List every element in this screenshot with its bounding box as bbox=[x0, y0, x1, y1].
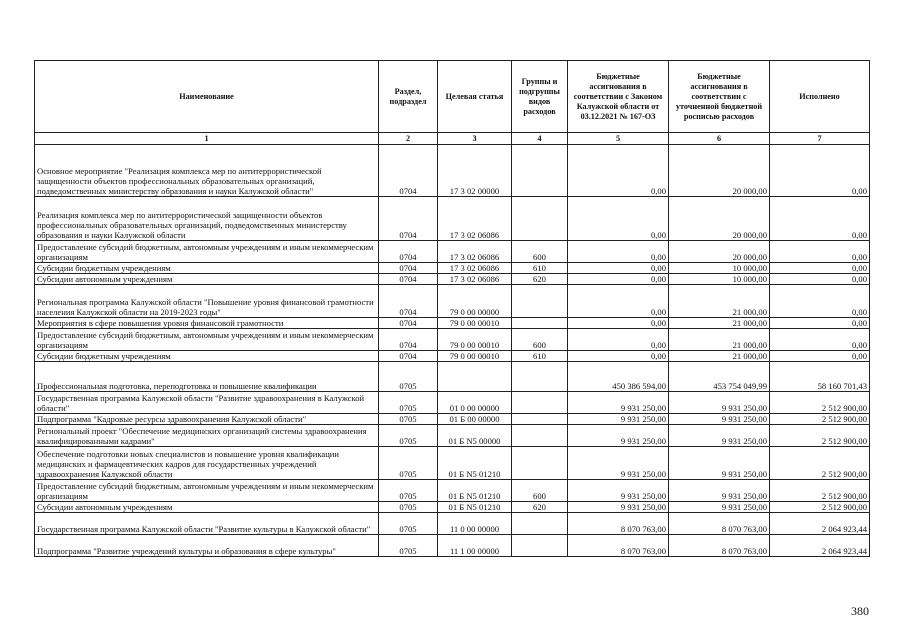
cell-law: 9 931 250,00 bbox=[568, 392, 669, 414]
cell-group bbox=[512, 425, 568, 447]
cell-section: 0705 bbox=[379, 414, 438, 425]
cell-name: Основное мероприятие "Реализация комплекса мер по антитеррористической защищенности объектов профессиональных образовательных организаций, подведомственных министерству образования и науки Калужской области" bbox=[35, 145, 379, 197]
cell-name: Субсидии автономным учреждениям bbox=[35, 502, 379, 513]
cell-target: 17 3 02 00000 bbox=[438, 145, 512, 197]
column-number: 3 bbox=[438, 133, 512, 145]
header-group: Группы и подгруппы видов расходов bbox=[512, 61, 568, 133]
document-page bbox=[34, 60, 869, 557]
cell-refined: 10 000,00 bbox=[669, 263, 770, 274]
cell-law: 0,00 bbox=[568, 263, 669, 274]
cell-section: 0704 bbox=[379, 241, 438, 263]
cell-refined: 9 931 250,00 bbox=[669, 392, 770, 414]
cell-group: 610 bbox=[512, 351, 568, 362]
column-number: 2 bbox=[379, 133, 438, 145]
column-number: 7 bbox=[770, 133, 870, 145]
cell-section: 0705 bbox=[379, 392, 438, 414]
cell-target: 79 0 00 00010 bbox=[438, 351, 512, 362]
cell-refined: 21 000,00 bbox=[669, 318, 770, 329]
cell-executed: 2 512 900,00 bbox=[770, 447, 870, 480]
cell-executed: 2 512 900,00 bbox=[770, 425, 870, 447]
header-section: Раздел, подраздел bbox=[379, 61, 438, 133]
cell-section: 0704 bbox=[379, 285, 438, 318]
cell-target: 11 1 00 00000 bbox=[438, 535, 512, 557]
cell-refined: 20 000,00 bbox=[669, 241, 770, 263]
cell-name: Предоставление субсидий бюджетным, автономным учреждениям и иным некоммерческим организациям bbox=[35, 480, 379, 502]
cell-group bbox=[512, 414, 568, 425]
cell-section: 0705 bbox=[379, 480, 438, 502]
cell-name: Субсидии бюджетным учреждениям bbox=[35, 351, 379, 362]
cell-refined: 453 754 049,99 bbox=[669, 362, 770, 392]
cell-refined: 9 931 250,00 bbox=[669, 480, 770, 502]
cell-section: 0705 bbox=[379, 447, 438, 480]
cell-law: 9 931 250,00 bbox=[568, 480, 669, 502]
cell-section: 0705 bbox=[379, 502, 438, 513]
table-row bbox=[35, 241, 870, 263]
cell-law: 0,00 bbox=[568, 318, 669, 329]
table-row bbox=[35, 263, 870, 274]
table-row bbox=[35, 480, 870, 502]
cell-section: 0704 bbox=[379, 274, 438, 285]
cell-section: 0705 bbox=[379, 362, 438, 392]
cell-name: Подпрограмма "Кадровые ресурсы здравоохранения Калужской области" bbox=[35, 414, 379, 425]
cell-executed: 0,00 bbox=[770, 274, 870, 285]
table-row bbox=[35, 535, 870, 557]
cell-target: 17 3 02 06086 bbox=[438, 263, 512, 274]
cell-group bbox=[512, 535, 568, 557]
cell-section: 0704 bbox=[379, 351, 438, 362]
cell-executed: 0,00 bbox=[770, 351, 870, 362]
cell-target: 79 0 00 00010 bbox=[438, 318, 512, 329]
cell-refined: 21 000,00 bbox=[669, 285, 770, 318]
cell-refined: 9 931 250,00 bbox=[669, 502, 770, 513]
cell-refined: 8 070 763,00 bbox=[669, 535, 770, 557]
cell-refined: 21 000,00 bbox=[669, 351, 770, 362]
column-number-row bbox=[35, 133, 870, 145]
cell-target: 01 0 00 00000 bbox=[438, 392, 512, 414]
cell-law: 0,00 bbox=[568, 197, 669, 241]
cell-section: 0704 bbox=[379, 145, 438, 197]
header-executed: Исполнено bbox=[770, 61, 870, 133]
cell-group bbox=[512, 513, 568, 535]
table-row bbox=[35, 362, 870, 392]
cell-law: 9 931 250,00 bbox=[568, 502, 669, 513]
cell-name: Обеспечение подготовки новых специалистов и повышение уровня квалификации медицинских и фармацевтических кадров для государственных учреждений здравоохранения Калужской области bbox=[35, 447, 379, 480]
cell-target: 11 0 00 00000 bbox=[438, 513, 512, 535]
cell-name: Предоставление субсидий бюджетным, автономным учреждениям и иным некоммерческим организациям bbox=[35, 241, 379, 263]
cell-name: Субсидии бюджетным учреждениям bbox=[35, 263, 379, 274]
cell-executed: 2 512 900,00 bbox=[770, 392, 870, 414]
column-number: 4 bbox=[512, 133, 568, 145]
cell-executed: 0,00 bbox=[770, 318, 870, 329]
cell-executed: 0,00 bbox=[770, 285, 870, 318]
table-row bbox=[35, 447, 870, 480]
cell-law: 0,00 bbox=[568, 274, 669, 285]
cell-name: Реализация комплекса мер по антитеррористической защищенности объектов профессиональных образовательных организаций, подведомственных министерству образования и науки Калужской области bbox=[35, 197, 379, 241]
cell-refined: 21 000,00 bbox=[669, 329, 770, 351]
column-number: 6 bbox=[669, 133, 770, 145]
cell-section: 0704 bbox=[379, 318, 438, 329]
cell-executed: 2 512 900,00 bbox=[770, 414, 870, 425]
cell-name: Предоставление субсидий бюджетным, автономным учреждениям и иным некоммерческим организациям bbox=[35, 329, 379, 351]
cell-name: Мероприятия в сфере повышения уровня финансовой грамотности bbox=[35, 318, 379, 329]
cell-refined: 8 070 763,00 bbox=[669, 513, 770, 535]
cell-group bbox=[512, 362, 568, 392]
cell-law: 9 931 250,00 bbox=[568, 414, 669, 425]
table-row bbox=[35, 414, 870, 425]
table-row bbox=[35, 351, 870, 362]
cell-law: 0,00 bbox=[568, 241, 669, 263]
cell-group bbox=[512, 318, 568, 329]
cell-executed: 58 160 701,43 bbox=[770, 362, 870, 392]
cell-executed: 0,00 bbox=[770, 241, 870, 263]
cell-section: 0705 bbox=[379, 425, 438, 447]
cell-group: 610 bbox=[512, 263, 568, 274]
cell-name: Региональная программа Калужской области "Повышение уровня финансовой грамотности населения Калужской области на 2019-2023 годы" bbox=[35, 285, 379, 318]
cell-group bbox=[512, 447, 568, 480]
cell-refined: 9 931 250,00 bbox=[669, 447, 770, 480]
cell-target: 17 3 02 06086 bbox=[438, 197, 512, 241]
cell-law: 8 070 763,00 bbox=[568, 513, 669, 535]
cell-section: 0705 bbox=[379, 513, 438, 535]
table-row bbox=[35, 502, 870, 513]
cell-refined: 9 931 250,00 bbox=[669, 425, 770, 447]
cell-target: 01 Б N5 01210 bbox=[438, 447, 512, 480]
table-row bbox=[35, 285, 870, 318]
cell-executed: 2 512 900,00 bbox=[770, 480, 870, 502]
header-target: Целевая статья bbox=[438, 61, 512, 133]
column-number: 1 bbox=[35, 133, 379, 145]
cell-target: 17 3 02 06086 bbox=[438, 274, 512, 285]
cell-executed: 2 512 900,00 bbox=[770, 502, 870, 513]
header-refined: Бюджетные ассигнования в соответствии с уточненной бюджетной росписью расходов bbox=[669, 61, 770, 133]
cell-section: 0704 bbox=[379, 263, 438, 274]
cell-executed: 0,00 bbox=[770, 263, 870, 274]
cell-section: 0704 bbox=[379, 329, 438, 351]
cell-executed: 0,00 bbox=[770, 197, 870, 241]
cell-target: 79 0 00 00000 bbox=[438, 285, 512, 318]
budget-table bbox=[34, 60, 870, 557]
cell-refined: 20 000,00 bbox=[669, 197, 770, 241]
table-body bbox=[35, 145, 870, 557]
cell-target: 79 0 00 00010 bbox=[438, 329, 512, 351]
table-row bbox=[35, 274, 870, 285]
cell-name: Региональный проект "Обеспечение медицинских организаций системы здравоохранения квалифицированными кадрами" bbox=[35, 425, 379, 447]
cell-law: 0,00 bbox=[568, 329, 669, 351]
cell-name: Подпрограмма "Развитие учреждений культуры и образования в сфере культуры" bbox=[35, 535, 379, 557]
cell-group: 600 bbox=[512, 329, 568, 351]
cell-refined: 9 931 250,00 bbox=[669, 414, 770, 425]
cell-refined: 10 000,00 bbox=[669, 274, 770, 285]
table-row bbox=[35, 392, 870, 414]
cell-law: 9 931 250,00 bbox=[568, 447, 669, 480]
table-row bbox=[35, 329, 870, 351]
cell-refined: 20 000,00 bbox=[669, 145, 770, 197]
cell-group: 600 bbox=[512, 241, 568, 263]
cell-group: 620 bbox=[512, 274, 568, 285]
cell-name: Профессиональная подготовка, переподготовка и повышение квалификации bbox=[35, 362, 379, 392]
cell-group bbox=[512, 145, 568, 197]
cell-law: 0,00 bbox=[568, 145, 669, 197]
table-row bbox=[35, 145, 870, 197]
cell-section: 0705 bbox=[379, 535, 438, 557]
cell-law: 0,00 bbox=[568, 351, 669, 362]
cell-group bbox=[512, 197, 568, 241]
table-row bbox=[35, 425, 870, 447]
cell-target bbox=[438, 362, 512, 392]
table-row bbox=[35, 318, 870, 329]
header-law: Бюджетные ассигнования в соответствии с Законом Калужской области от 03.12.2021 № 167-ОЗ bbox=[568, 61, 669, 133]
cell-section: 0704 bbox=[379, 197, 438, 241]
cell-target: 01 Б N5 01210 bbox=[438, 480, 512, 502]
cell-target: 01 Б 00 00000 bbox=[438, 414, 512, 425]
cell-group: 620 bbox=[512, 502, 568, 513]
cell-group bbox=[512, 285, 568, 318]
cell-executed: 0,00 bbox=[770, 145, 870, 197]
cell-target: 01 Б N5 01210 bbox=[438, 502, 512, 513]
cell-target: 01 Б N5 00000 bbox=[438, 425, 512, 447]
cell-executed: 2 064 923,44 bbox=[770, 535, 870, 557]
cell-group bbox=[512, 392, 568, 414]
cell-target: 17 3 02 06086 bbox=[438, 241, 512, 263]
cell-name: Субсидии автономным учреждениям bbox=[35, 274, 379, 285]
header-name: Наименование bbox=[35, 61, 379, 133]
table-row bbox=[35, 513, 870, 535]
cell-name: Государственная программа Калужской области "Развитие культуры в Калужской области" bbox=[35, 513, 379, 535]
cell-group: 600 bbox=[512, 480, 568, 502]
cell-law: 0,00 bbox=[568, 285, 669, 318]
page-number: 380 bbox=[851, 604, 869, 618]
cell-executed: 0,00 bbox=[770, 329, 870, 351]
column-number: 5 bbox=[568, 133, 669, 145]
cell-law: 450 386 594,00 bbox=[568, 362, 669, 392]
cell-law: 8 070 763,00 bbox=[568, 535, 669, 557]
header-row bbox=[35, 61, 870, 133]
cell-name: Государственная программа Калужской области "Развитие здравоохранения в Калужской области" bbox=[35, 392, 379, 414]
cell-executed: 2 064 923,44 bbox=[770, 513, 870, 535]
table-row bbox=[35, 197, 870, 241]
cell-law: 9 931 250,00 bbox=[568, 425, 669, 447]
